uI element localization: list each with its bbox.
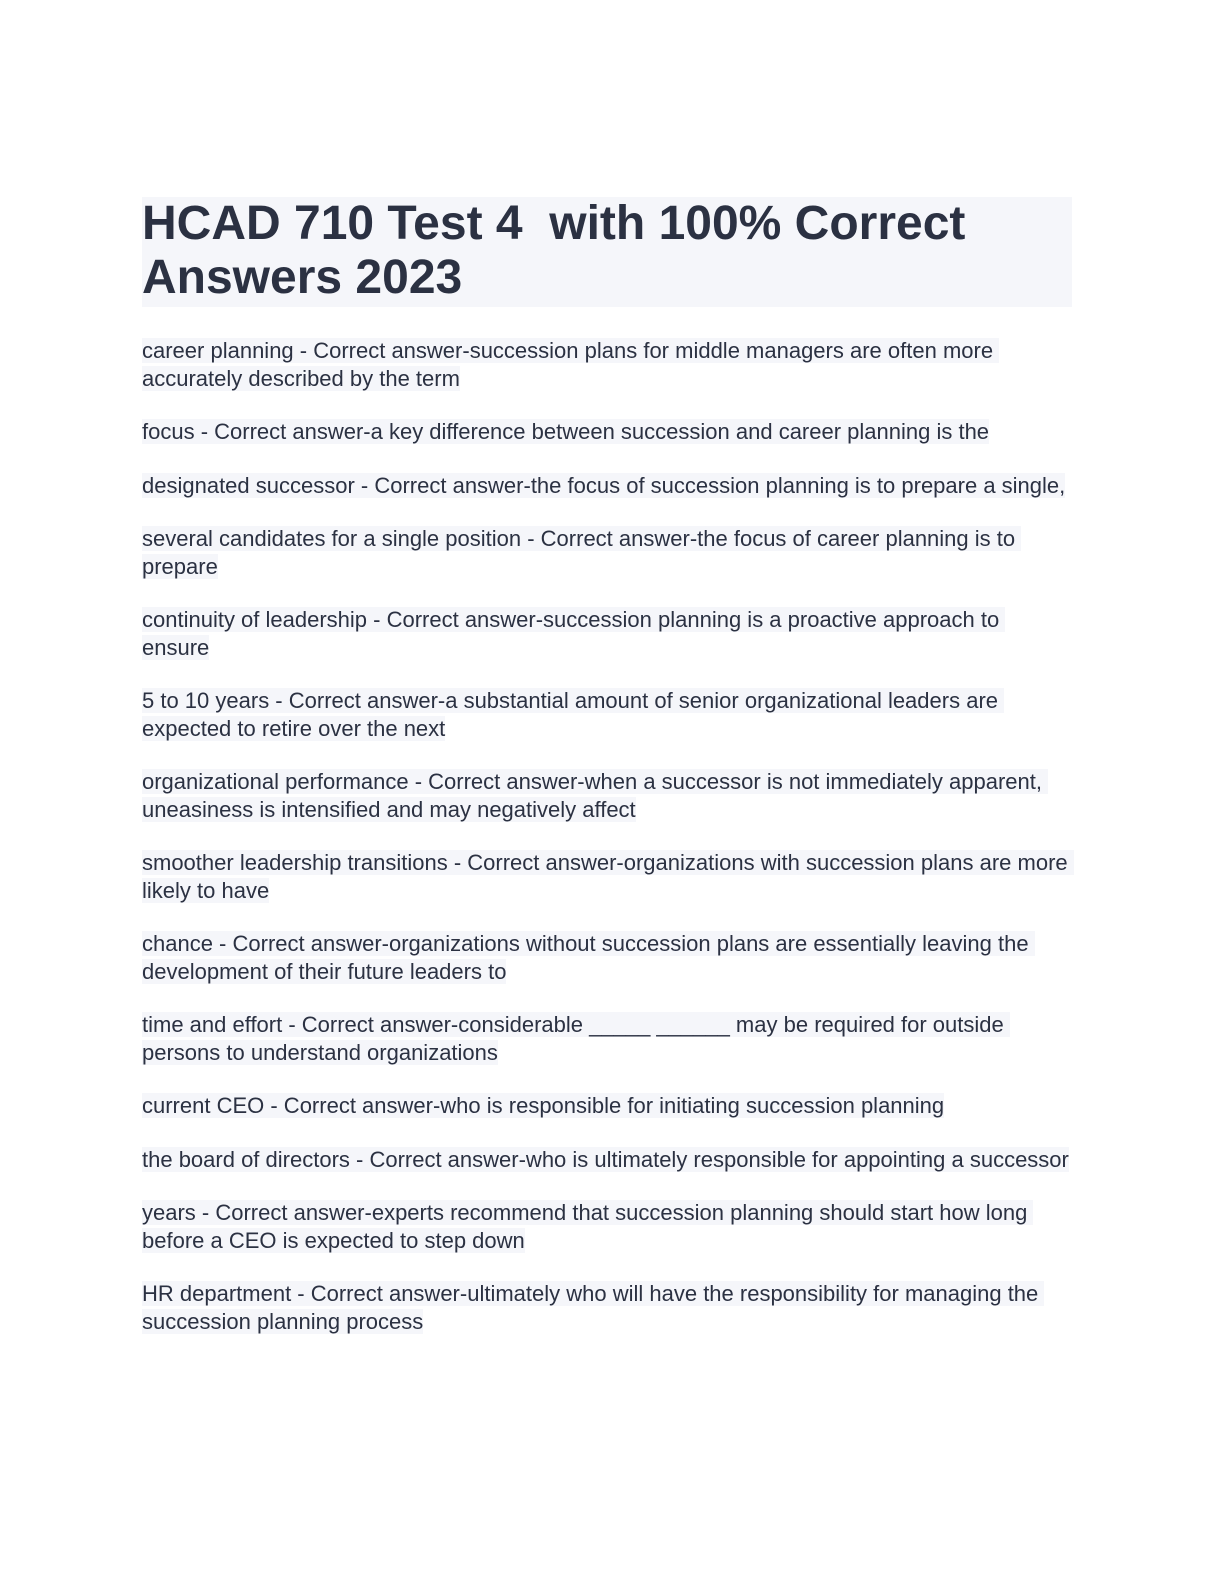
qa-item	[142, 1280, 1072, 1335]
qa-item	[142, 930, 1072, 985]
qa-item-text: the board of directors - Correct answer-who is ultimately responsible for appointing a successor	[142, 1146, 1069, 1172]
qa-list	[142, 337, 1072, 1335]
qa-item-text: focus - Correct answer-a key difference between succession and career planning is the	[142, 419, 990, 444]
qa-item-text: chance - Correct answer-organizations without succession plans are essentially leaving the development of their future leaders to	[142, 931, 1035, 984]
qa-item	[142, 687, 1072, 742]
qa-item	[142, 849, 1072, 904]
qa-item	[142, 418, 1072, 446]
qa-item	[142, 1011, 1072, 1066]
qa-item-text: several candidates for a single position - Correct answer-the focus of career planning is to prepare	[142, 526, 1022, 579]
qa-item	[142, 768, 1072, 823]
qa-item	[142, 606, 1072, 661]
qa-item-text: organizational performance - Correct answer-when a successor is not immediately apparent, uneasiness is intensified and may negatively affect	[142, 769, 1049, 822]
qa-item-text: years - Correct answer-experts recommend that succession planning should start how long before a CEO is expected to step down	[142, 1200, 1034, 1253]
qa-item-text: time and effort - Correct answer-considerable _____ ______ may be required for outside persons to understand organizations	[142, 1012, 1010, 1065]
qa-item-text: continuity of leadership - Correct answer-succession planning is a proactive approach to ensure	[142, 607, 1006, 660]
qa-item	[142, 472, 1072, 500]
qa-item-text: HR department - Correct answer-ultimately who will have the responsibility for managing the succession planning process	[142, 1281, 1045, 1334]
qa-item	[142, 337, 1072, 392]
qa-item-text: 5 to 10 years - Correct answer-a substantial amount of senior organizational leaders are expected to retire over the next	[142, 688, 1005, 741]
qa-item-text: designated successor - Correct answer-the focus of succession planning is to prepare a single,	[142, 472, 1066, 498]
qa-item	[142, 525, 1072, 580]
title-block	[142, 197, 1072, 307]
page-title: HCAD 710 Test 4 with 100% Correct Answers 2023	[142, 197, 977, 304]
qa-item-text: current CEO - Correct answer-who is responsible for initiating succession planning	[142, 1093, 945, 1118]
qa-item-text: career planning - Correct answer-succession plans for middle managers are often more accurately described by the term	[142, 338, 1000, 391]
document-page	[142, 197, 1072, 1361]
qa-item	[142, 1146, 1072, 1174]
qa-item	[142, 1092, 1072, 1120]
qa-item	[142, 1199, 1072, 1254]
qa-item-text: smoother leadership transitions - Correct answer-organizations with succession plans are more likely to have	[142, 850, 1074, 903]
